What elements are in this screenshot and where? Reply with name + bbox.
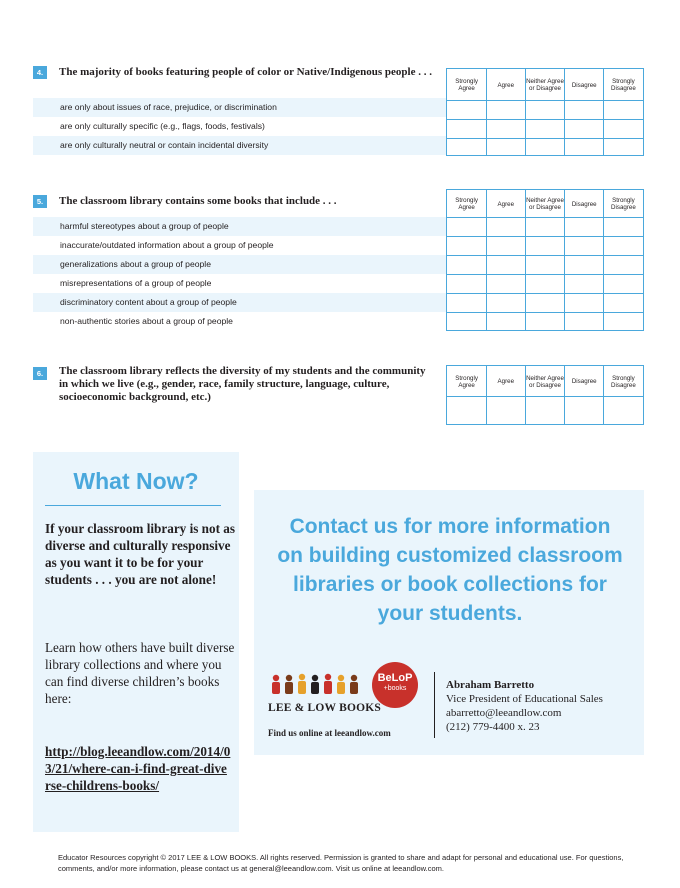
contact-email[interactable]: abarretto@leeandlow.com: [446, 707, 562, 719]
what-now-heading: What Now?: [73, 468, 199, 494]
question-number: 4.: [33, 66, 47, 79]
contact-divider: [434, 672, 435, 738]
what-now-message: If your classroom library is not as diverse and culturally responsive as you want it to be for your students . . . you are not alone!: [45, 521, 236, 587]
lee-low-logo[interactable]: [268, 672, 382, 714]
question-number: 5.: [33, 195, 47, 208]
rating-grid[interactable]: [446, 189, 644, 331]
scale-agree: Agree: [497, 378, 515, 385]
scale-strongly-agree: Strongly Agree: [455, 374, 478, 389]
statement-row: inaccurate/outdated information about a group of people: [60, 240, 274, 250]
contact-message: Contact us for more information on building customized classroom libraries or book collections for your students.: [277, 515, 623, 625]
scale-disagree: Disagree: [571, 200, 597, 208]
what-now-instructions: Learn how others have built diverse library collections and where you can find diverse children’s books here:: [45, 640, 235, 706]
scale-strongly-agree: Strongly Agree: [455, 78, 478, 92]
scale-neither: Neither Agree or Disagree: [526, 78, 564, 92]
badge-subtext: +books: [383, 685, 407, 692]
scale-agree: Agree: [497, 200, 515, 208]
statement-row: are only about issues of race, prejudice, or discrimination: [33, 98, 446, 117]
scale-neither: Neither Agree or Disagree: [526, 197, 564, 211]
footer-copyright: Educator Resources copyright © 2017 LEE & LOW BOOKS. All rights reserved. Permission is granted to share and adapt for personal and educational use. For questions, comments, and/or more information, please contact us at general@leeandlow.com. Visit us online at leeandlow.com.: [58, 853, 624, 873]
scale-disagree: Disagree: [571, 378, 597, 385]
statement-row: are only culturally specific (e.g., flags, foods, festivals): [60, 121, 265, 131]
statement-row: are only culturally neutral or contain incidental diversity: [33, 136, 446, 155]
question-title: The classroom library contains some books that include . . .: [59, 195, 337, 207]
belop-badge[interactable]: [372, 662, 418, 708]
question-4: [33, 66, 644, 156]
scale-strongly-disagree: Strongly Disagree: [611, 78, 636, 92]
statement-row: non-authentic stories about a group of people: [60, 316, 233, 326]
contact-details: [446, 678, 603, 734]
question-title: The majority of books featuring people of color or Native/Indigenous people . . .: [59, 66, 432, 78]
badge-wordmark: BeLoP: [377, 672, 413, 684]
scale-disagree: Disagree: [571, 81, 597, 89]
contact-panel: [254, 490, 644, 755]
logo-wordmark: LEE & LOW BOOKS: [268, 702, 382, 714]
statement-row: misrepresentations of a group of people: [60, 278, 212, 288]
scale-strongly-agree: Strongly Agree: [455, 197, 478, 211]
contact-title: Vice President of Educational Sales: [446, 693, 603, 705]
scale-neither: Neither Agree or Disagree: [526, 374, 564, 389]
scale-agree: Agree: [497, 81, 515, 89]
readers-silhouette-icon: [268, 672, 366, 694]
contact-phone: (212) 779-4400 x. 23: [446, 721, 540, 733]
contact-name: Abraham Barretto: [446, 679, 535, 691]
question-5: [33, 189, 644, 331]
statement-row: harmful stereotypes about a group of people: [33, 217, 446, 236]
statement-row: discriminatory content about a group of people: [33, 293, 446, 312]
statement-row: generalizations about a group of people: [33, 255, 446, 274]
rating-grid[interactable]: [446, 365, 644, 425]
find-us-online: Find us online at leeandlow.com: [268, 728, 391, 738]
question-6: [33, 365, 644, 425]
question-title: The classroom library reflects the diversity of my students and the community in which we live (e.g., gender, race, family structure, language, culture, socioeconomic background, etc.): [59, 365, 426, 403]
scale-strongly-disagree: Strongly Disagree: [611, 374, 636, 389]
question-number: 6.: [33, 367, 47, 380]
rating-grid[interactable]: [446, 68, 644, 156]
blog-link[interactable]: http://blog.leeandlow.com/2014/03/21/where-can-i-find-great-diverse-childrens-books/: [45, 744, 231, 793]
scale-strongly-disagree: Strongly Disagree: [611, 197, 636, 211]
divider: [45, 505, 221, 506]
what-now-panel: [33, 452, 239, 832]
